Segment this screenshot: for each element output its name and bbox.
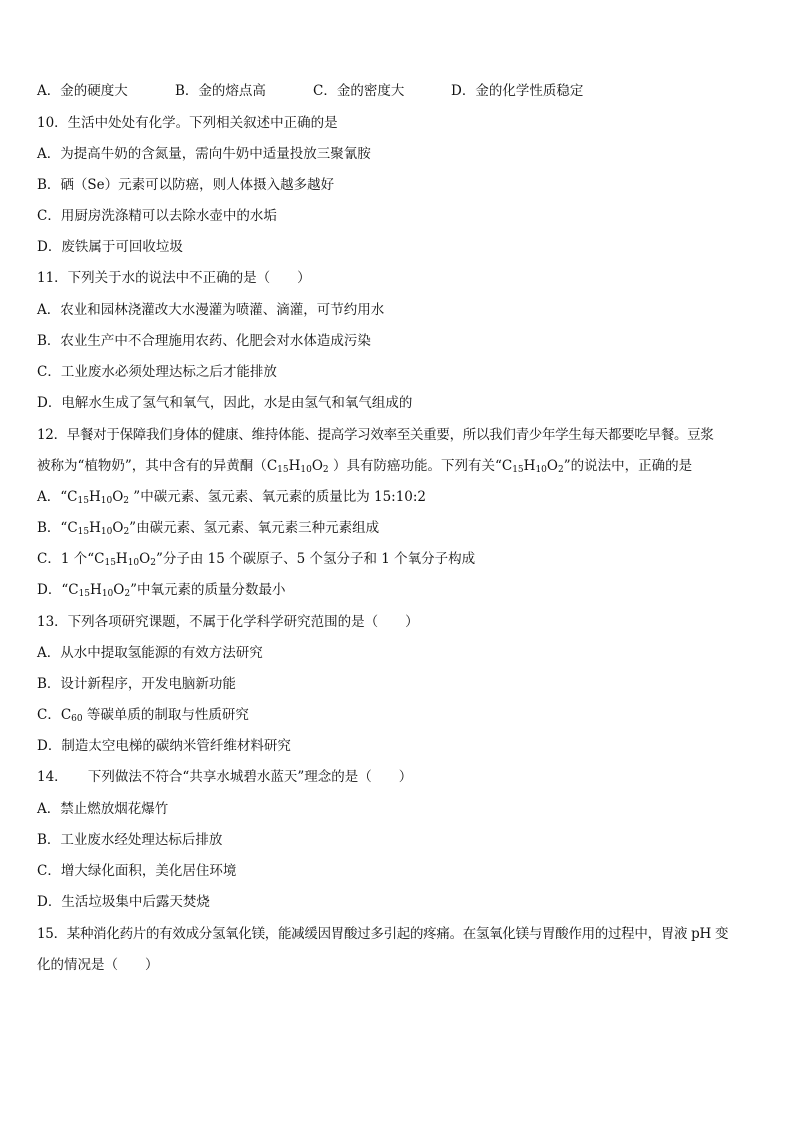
chemical-formula: $C_{15}H_{10}O_2$ [94,551,156,568]
q12-option-d: D．“$C_{15}H_{10}O_2$”中氧元素的质量分数最小 [37,582,286,599]
q10-option-d: D．废铁属于可回收垃圾 [37,239,183,255]
q9-option-d: D．金的化学性质稳定 [451,83,584,99]
q11-option-c: C．工业废水必须处理达标之后才能排放 [37,364,277,380]
question-15-stem-line-1: 15．某种消化药片的有效成分氢氧化镁，能减缓因胃酸过多引起的疼痛。在氢氧化镁与胃酸作用的过程中，胃液 pH 变 [37,926,729,942]
q10-option-c: C．用厨房洗涤精可以去除水壶中的水垢 [37,208,277,224]
question-14-stem: 14． 下列做法不符合“共享水城碧水蓝天”理念的是（ ） [37,769,413,785]
q11-option-b: B．农业生产中不合理施用农药、化肥会对水体造成污染 [37,333,371,349]
q13-option-a: A．从水中提取氢能源的有效方法研究 [37,645,263,661]
q13-option-b: B．设计新程序，开发电脑新功能 [37,676,236,692]
q14-option-d: D．生活垃圾集中后露天焚烧 [37,894,210,910]
question-11-stem: 11．下列关于水的说法中不正确的是（ ） [37,270,311,286]
q9-option-c: C．金的密度大 [313,83,405,99]
q9-option-b: B．金的熔点高 [175,83,266,99]
chemical-formula: $C_{15}H_{10}O_2$ [68,582,131,599]
q14-option-c: C．增大绿化面积，美化居住环境 [37,863,237,879]
question-9-options [37,81,583,101]
q10-option-a: A．为提高牛奶的含氮量，需向牛奶中适量投放三聚氰胺 [37,146,371,162]
question-12-stem-line-1: 12．早餐对于保障我们身体的健康、维持体能、提高学习效率至关重要，所以我们青少年学生每天都要吃早餐。豆浆 [37,427,714,443]
chemical-formula: $C_{15}H_{10}O_2$ [67,489,129,506]
q12-option-b: B．“$C_{15}H_{10}O_2$”由碳元素、氢元素、氧元素三种元素组成 [37,520,380,537]
q12-option-a: A．“$C_{15}H_{10}O_2$ ”中碳元素、氢元素、氧元素的质量比为 15:10:2 [37,489,427,506]
q13-option-d: D．制造太空电梯的碳纳米管纤维材料研究 [37,738,291,754]
question-12-stem-line-2: 被称为“植物奶”，其中含有的异黄酮（$C_{15}H_{10}O_2$ ）具有防癌功能。下列有关“$C_{15}H_{10}O_2$”的说法中，正确的是 [37,458,693,475]
chemical-formula: $C_{15}H_{10}O_2$ [501,458,564,475]
q14-option-b: B．工业废水经处理达标后排放 [37,832,223,848]
q14-option-a: A．禁止燃放烟花爆竹 [37,801,169,817]
q13-option-c: C．$C_{60}$ 等碳单质的制取与性质研究 [37,707,249,724]
q9-option-a: A．金的硬度大 [37,83,128,99]
chemical-formula: $C_{15}H_{10}O_2$ [266,458,329,475]
q10-option-b: B．硒（Se）元素可以防癌，则人体摄入越多越好 [37,177,335,193]
q12-option-c: C．1 个“$C_{15}H_{10}O_2$”分子由 15 个碳原子、5 个氢分子和 1 个氧分子构成 [37,551,476,568]
chemical-formula: $C_{15}H_{10}O_2$ [67,520,130,537]
q11-option-a: A．农业和园林浇灌改大水漫灌为喷灌、滴灌，可节约用水 [37,302,385,318]
question-10-stem: 10．生活中处处有化学。下列相关叙述中正确的是 [37,115,338,131]
question-15-stem-line-2: 化的情况是（ ） [37,957,159,973]
question-13-stem: 13．下列各项研究课题，不属于化学科学研究范围的是（ ） [37,614,419,630]
q11-option-d: D．电解水生成了氢气和氧气，因此，水是由氢气和氧气组成的 [37,395,413,411]
